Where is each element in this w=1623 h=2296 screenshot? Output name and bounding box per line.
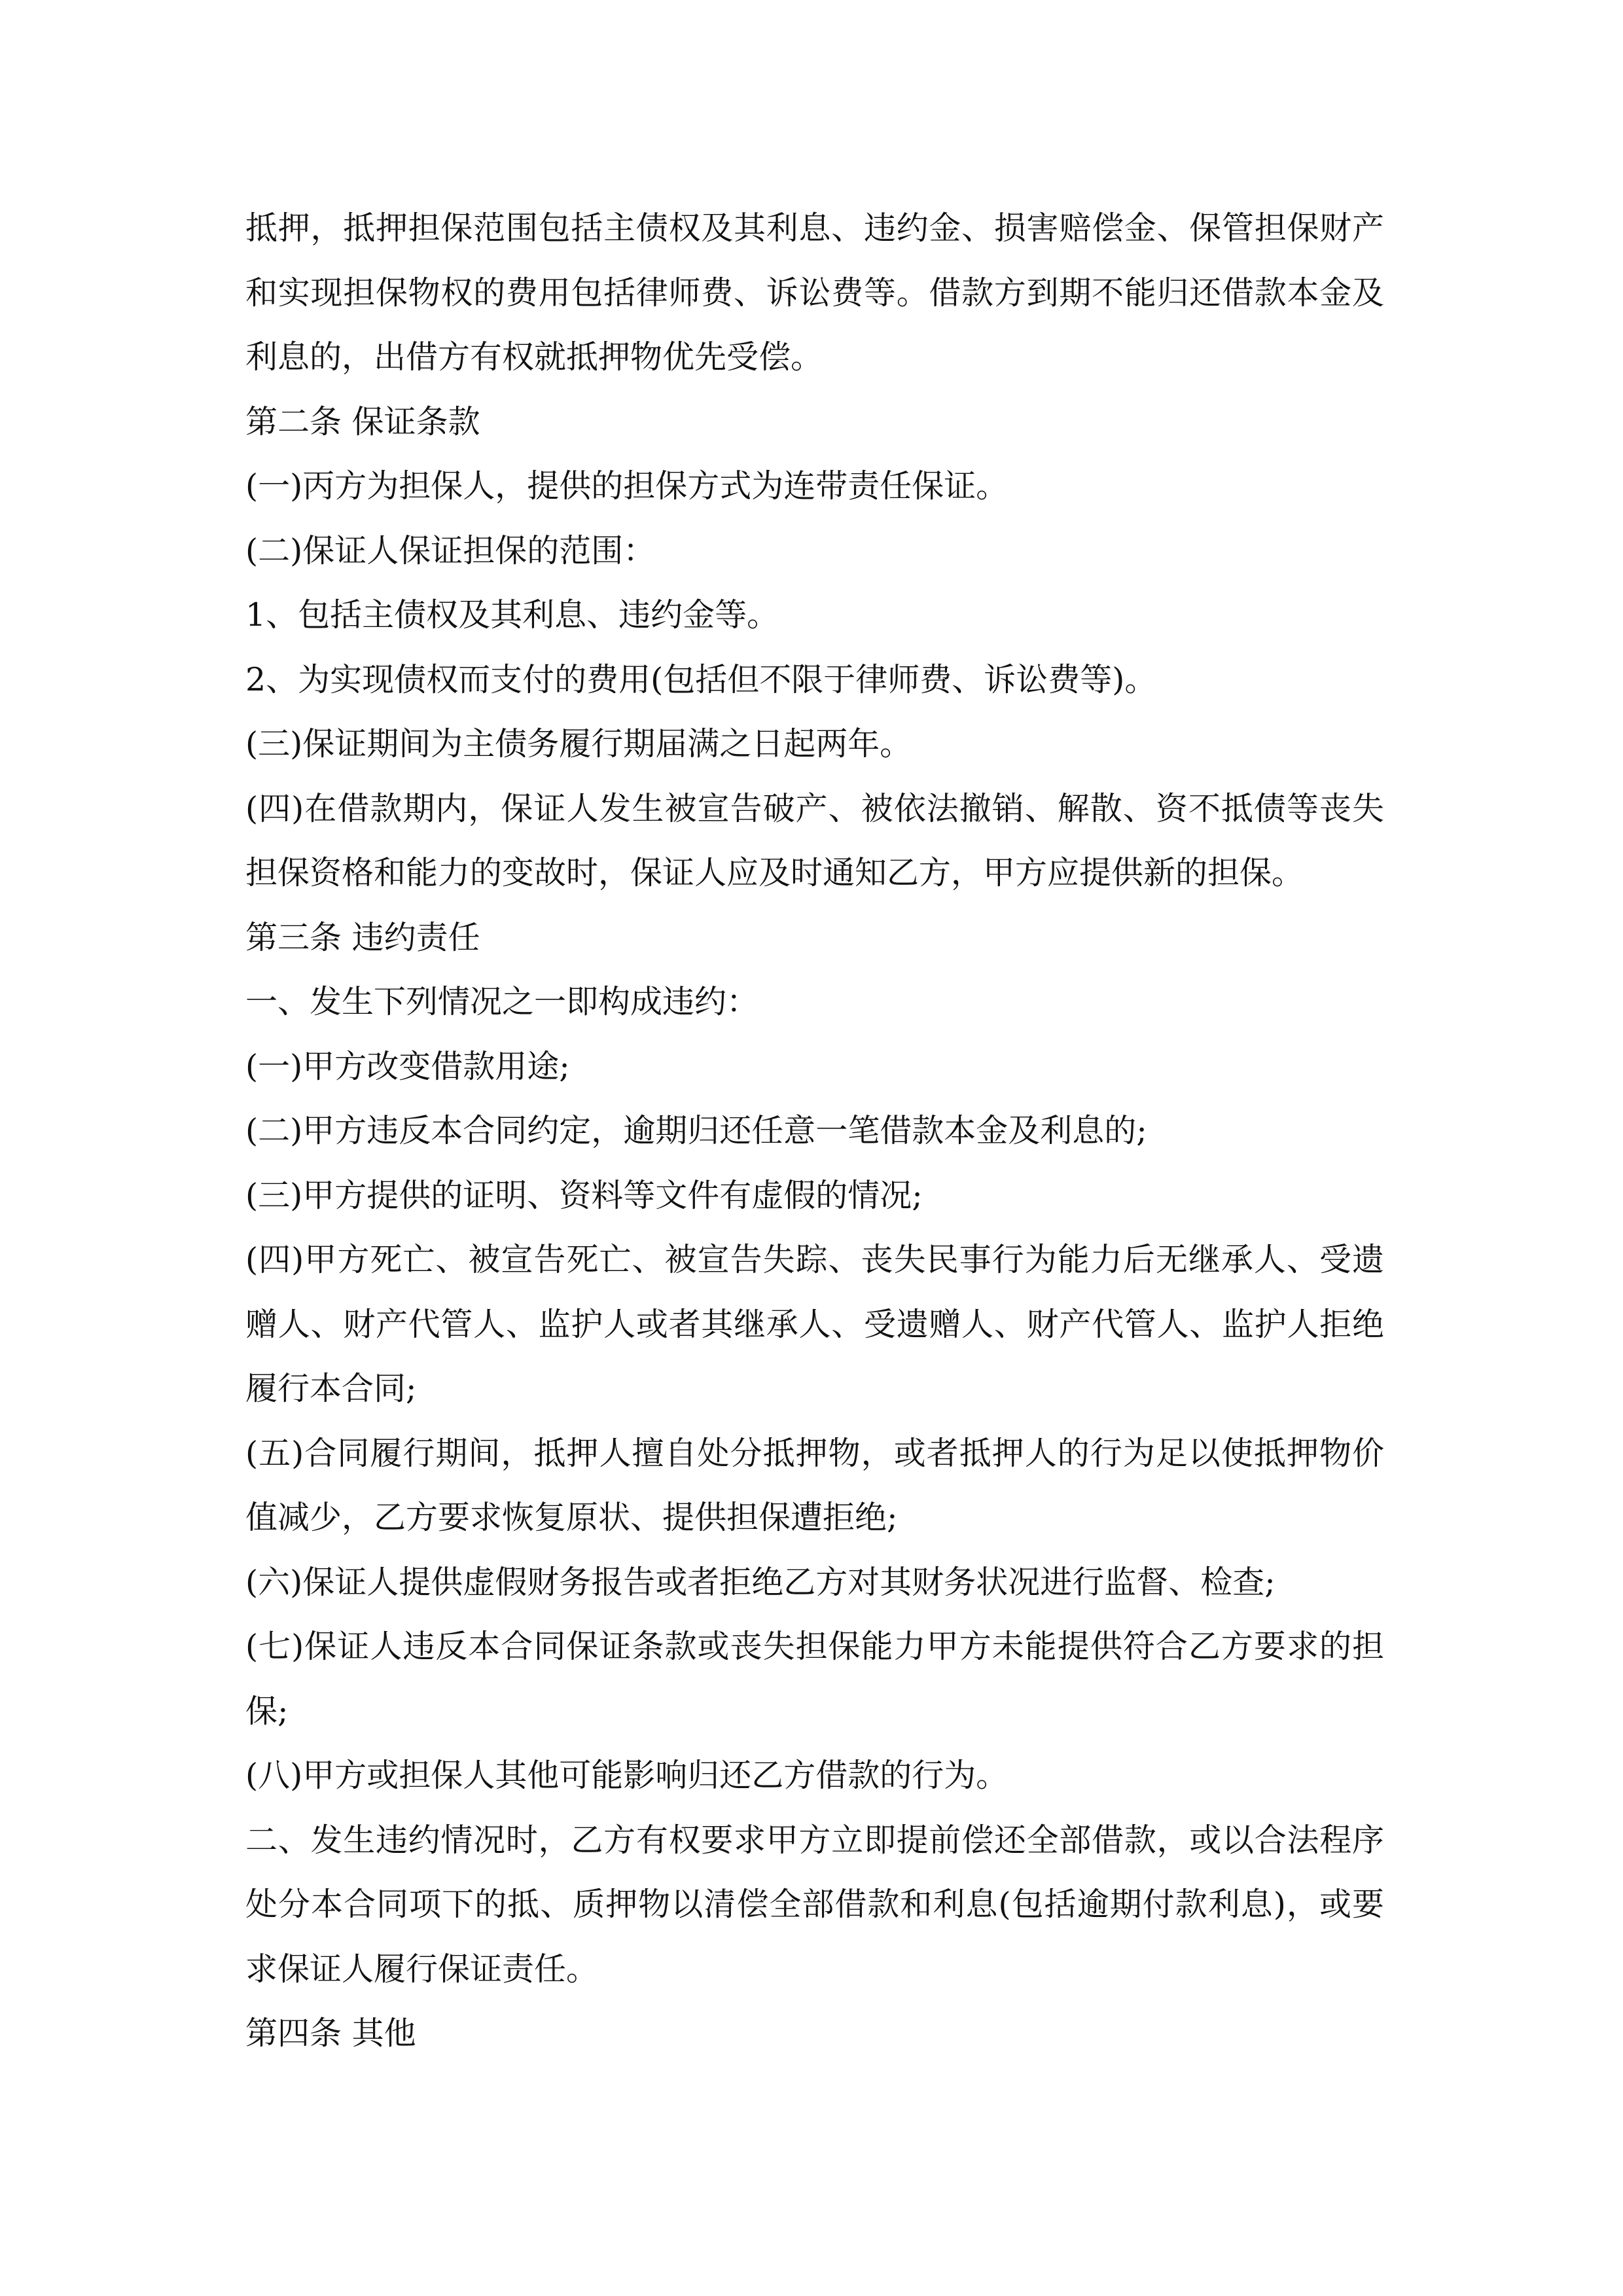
list-item-breach-5: (五)合同履行期间，抵押人擅自处分抵押物，或者抵押人的行为足以使抵押物价值减少，乙方要求恢复原状、提供担保遭拒绝; (245, 1434, 1384, 1536)
list-item-principal: 1、包括主债权及其利息、违约金等。 (245, 596, 779, 634)
heading-article-2: 第二条 保证条款 (245, 403, 480, 440)
list-item-breach-2: (二)甲方违反本合同约定，逾期归还任意一笔借款本金及利息的; (245, 1112, 1147, 1149)
heading-article-4: 第四条 其他 (245, 2015, 416, 2052)
paragraph-breach-remedy: 二、发生违约情况时，乙方有权要求甲方立即提前偿还全部借款，或以合法程序处分本合同项下的抵、质押物以清偿全部借款和利息(包括逾期付款利息)，或要求保证人履行保证责任。 (245, 1821, 1384, 1988)
paragraph-guarantor: (一)丙方为担保人，提供的担保方式为连带责任保证。 (245, 467, 1008, 505)
list-item-breach-6: (六)保证人提供虚假财务报告或者拒绝乙方对其财务状况进行监督、检查; (245, 1563, 1275, 1601)
list-item-breach-1: (一)甲方改变借款用途; (245, 1047, 570, 1085)
paragraph-mortgage-scope: 抵押，抵押担保范围包括主债权及其利息、违约金、损害赔偿金、保管担保财产和实现担保物权的费用包括律师费、诉讼费等。借款方到期不能归还借款本金及利息的，出借方有权就抵押物优先受偿。 (245, 209, 1384, 376)
list-item-breach-4: (四)甲方死亡、被宣告死亡、被宣告失踪、丧失民事行为能力后无继承人、受遗赠人、财产代管人、监护人或者其继承人、受遗赠人、财产代管人、监护人拒绝履行本合同; (245, 1241, 1384, 1407)
heading-article-3: 第三条 违约责任 (245, 918, 480, 956)
document-body (245, 196, 1384, 2066)
paragraph-guarantee-scope: (二)保证人保证担保的范围： (245, 531, 656, 569)
list-item-breach-7: (七)保证人违反本合同保证条款或丧失担保能力甲方未能提供符合乙方要求的担保; (245, 1628, 1384, 1730)
list-item-breach-3: (三)甲方提供的证明、资料等文件有虚假的情况; (245, 1176, 923, 1214)
paragraph-breach-conditions: 一、发生下列情况之一即构成违约： (245, 983, 759, 1020)
list-item-breach-8: (八)甲方或担保人其他可能影响归还乙方借款的行为。 (245, 1757, 1008, 1794)
paragraph-guarantee-period: (三)保证期间为主债务履行期届满之日起两年。 (245, 725, 912, 762)
list-item-costs: 2、为实现债权而支付的费用(包括但不限于律师费、诉讼费等)。 (245, 660, 1157, 698)
paragraph-guarantor-change: (四)在借款期内，保证人发生被宣告破产、被依法撤销、解散、资不抵债等丧失担保资格和能力的变故时，保证人应及时通知乙方，甲方应提供新的担保。 (245, 789, 1384, 891)
